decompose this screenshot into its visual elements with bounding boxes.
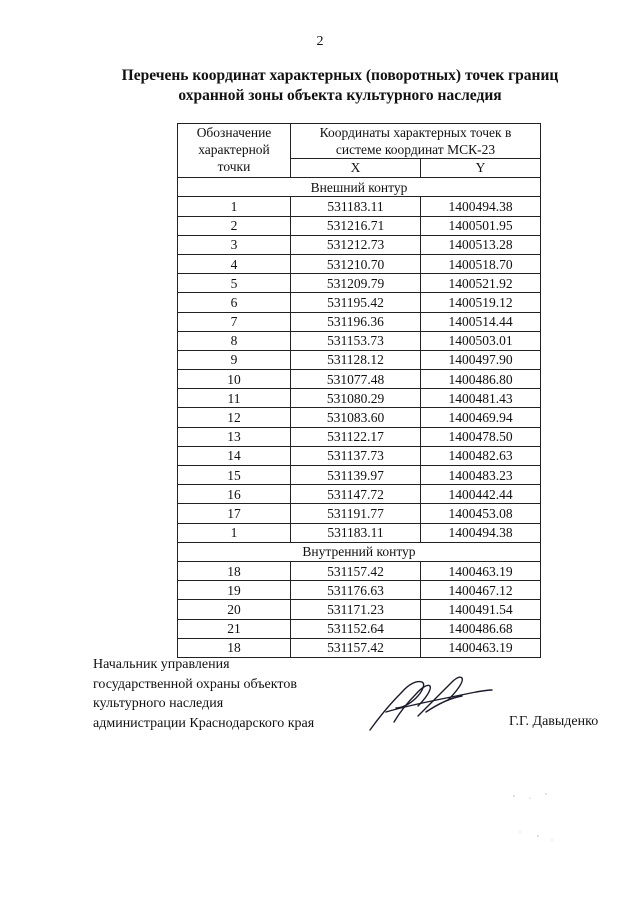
point-number-cell: 13 [178, 427, 291, 446]
header-point-designation [178, 124, 291, 178]
y-coordinate-cell: 1400521.92 [421, 274, 541, 293]
point-number-cell: 19 [178, 581, 291, 600]
point-number-cell: 11 [178, 389, 291, 408]
x-coordinate-cell: 531171.23 [291, 600, 421, 619]
x-coordinate-cell: 531139.97 [291, 466, 421, 485]
point-number-cell: 5 [178, 274, 291, 293]
table-row [178, 312, 541, 331]
y-coordinate-cell: 1400469.94 [421, 408, 541, 427]
table-row [178, 331, 541, 350]
y-coordinate-cell: 1400491.54 [421, 600, 541, 619]
y-coordinate-cell: 1400463.19 [421, 638, 541, 657]
scan-noise [500, 780, 580, 860]
table-row [178, 427, 541, 446]
y-coordinate-cell: 1400482.63 [421, 446, 541, 465]
point-number-cell: 2 [178, 216, 291, 235]
x-coordinate-cell: 531209.79 [291, 274, 421, 293]
document-title [60, 66, 620, 106]
coordinates-table [177, 123, 541, 658]
x-coordinate-cell: 531191.77 [291, 504, 421, 523]
point-number-cell: 16 [178, 485, 291, 504]
point-number-cell: 4 [178, 254, 291, 273]
point-number-cell: 21 [178, 619, 291, 638]
x-coordinate-cell: 531216.71 [291, 216, 421, 235]
x-coordinate-cell: 531210.70 [291, 254, 421, 273]
point-number-cell: 12 [178, 408, 291, 427]
point-number-cell: 1 [178, 197, 291, 216]
y-coordinate-cell: 1400481.43 [421, 389, 541, 408]
y-coordinate-cell: 1400501.95 [421, 216, 541, 235]
point-number-cell: 18 [178, 561, 291, 580]
y-coordinate-cell: 1400478.50 [421, 427, 541, 446]
y-coordinate-cell: 1400513.28 [421, 235, 541, 254]
table-row [178, 350, 541, 369]
table-row [178, 619, 541, 638]
y-coordinate-cell: 1400467.12 [421, 581, 541, 600]
handwritten-signature [366, 672, 496, 734]
header-y: Y [421, 159, 541, 178]
x-coordinate-cell: 531212.73 [291, 235, 421, 254]
table-row [178, 523, 541, 542]
signer-name: Г.Г. Давыденко [509, 714, 599, 729]
header-point-line: точки [217, 159, 251, 174]
table-row [178, 235, 541, 254]
point-number-cell: 1 [178, 523, 291, 542]
point-number-cell: 10 [178, 370, 291, 389]
table-row [178, 408, 541, 427]
title-line-1: Перечень координат характерных (поворотных) точек границ [121, 67, 559, 84]
table-row [178, 485, 541, 504]
table-row [178, 197, 541, 216]
x-coordinate-cell: 531147.72 [291, 485, 421, 504]
signer-title-line: администрации Краснодарского края [93, 715, 315, 731]
x-coordinate-cell: 531183.11 [291, 523, 421, 542]
point-number-cell: 17 [178, 504, 291, 523]
header-point-line: Обозначение [196, 125, 272, 140]
table-row [178, 389, 541, 408]
x-coordinate-cell: 531176.63 [291, 581, 421, 600]
y-coordinate-cell: 1400514.44 [421, 312, 541, 331]
point-number-cell: 6 [178, 293, 291, 312]
title-line-2: охранной зоны объекта культурного наследия [178, 87, 502, 104]
x-coordinate-cell: 531077.48 [291, 370, 421, 389]
y-coordinate-cell: 1400497.90 [421, 350, 541, 369]
x-coordinate-cell: 531196.36 [291, 312, 421, 331]
x-coordinate-cell: 531083.60 [291, 408, 421, 427]
point-number-cell: 7 [178, 312, 291, 331]
table-row [178, 370, 541, 389]
section-row [178, 542, 541, 561]
y-coordinate-cell: 1400503.01 [421, 331, 541, 350]
y-coordinate-cell: 1400494.38 [421, 523, 541, 542]
signer-title-line: государственной охраны объектов [93, 676, 297, 692]
section-title: Внутренний контур [178, 542, 541, 561]
y-coordinate-cell: 1400463.19 [421, 561, 541, 580]
point-number-cell: 18 [178, 638, 291, 657]
x-coordinate-cell: 531157.42 [291, 638, 421, 657]
header-x: X [291, 159, 421, 178]
table-row [178, 216, 541, 235]
header-coords-line: Координаты характерных точек в [319, 125, 512, 140]
point-number-cell: 14 [178, 446, 291, 465]
y-coordinate-cell: 1400486.68 [421, 619, 541, 638]
y-coordinate-cell: 1400453.08 [421, 504, 541, 523]
header-coords-line: системе координат МСК-23 [335, 142, 496, 157]
y-coordinate-cell: 1400494.38 [421, 197, 541, 216]
header-point-line: характерной [198, 142, 270, 157]
point-number-cell: 3 [178, 235, 291, 254]
x-coordinate-cell: 531153.73 [291, 331, 421, 350]
page-number: 2 [316, 34, 324, 49]
table-row [178, 293, 541, 312]
table-row [178, 600, 541, 619]
x-coordinate-cell: 531137.73 [291, 446, 421, 465]
table-row [178, 254, 541, 273]
x-coordinate-cell: 531122.17 [291, 427, 421, 446]
section-title: Внешний контур [178, 178, 541, 197]
signer-title-line: Начальник управления [93, 657, 230, 672]
point-number-cell: 15 [178, 466, 291, 485]
header-coordinates [291, 124, 541, 159]
point-number-cell: 20 [178, 600, 291, 619]
point-number-cell: 9 [178, 350, 291, 369]
table-body [178, 178, 541, 658]
x-coordinate-cell: 531183.11 [291, 197, 421, 216]
y-coordinate-cell: 1400483.23 [421, 466, 541, 485]
table-row [178, 504, 541, 523]
section-row [178, 178, 541, 197]
table-row [178, 466, 541, 485]
table-row [178, 581, 541, 600]
x-coordinate-cell: 531128.12 [291, 350, 421, 369]
y-coordinate-cell: 1400518.70 [421, 254, 541, 273]
x-coordinate-cell: 531152.64 [291, 619, 421, 638]
table-row [178, 561, 541, 580]
point-number-cell: 8 [178, 331, 291, 350]
x-coordinate-cell: 531157.42 [291, 561, 421, 580]
y-coordinate-cell: 1400442.44 [421, 485, 541, 504]
x-coordinate-cell: 531195.42 [291, 293, 421, 312]
signer-title-line: культурного наследия [93, 696, 224, 711]
table-row [178, 446, 541, 465]
y-coordinate-cell: 1400486.80 [421, 370, 541, 389]
y-coordinate-cell: 1400519.12 [421, 293, 541, 312]
signature-block [93, 655, 314, 733]
table-row [178, 274, 541, 293]
x-coordinate-cell: 531080.29 [291, 389, 421, 408]
